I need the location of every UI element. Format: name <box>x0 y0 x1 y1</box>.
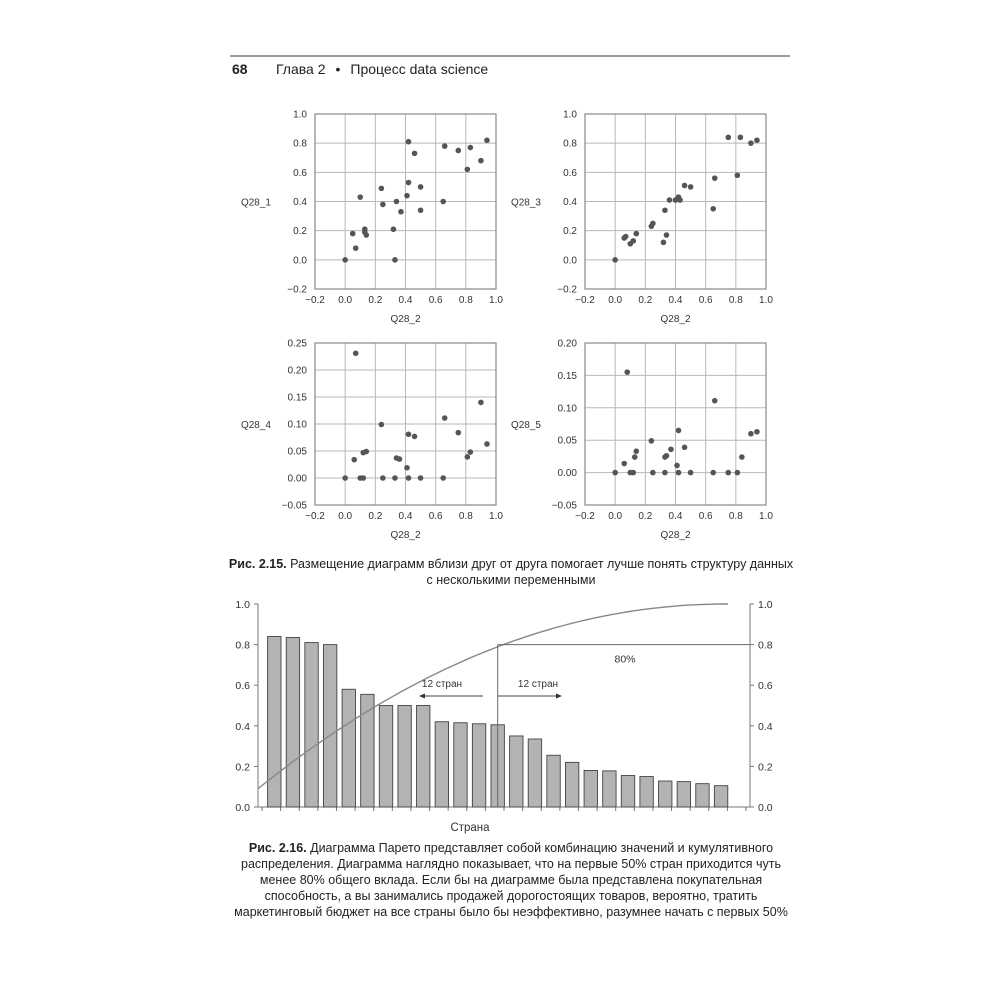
y-tick-label: 0.00 <box>287 473 307 485</box>
x-tick-label: −0.2 <box>305 511 325 522</box>
y-tick-label: −0.05 <box>281 500 307 512</box>
x-tick-label: 0.4 <box>668 295 683 306</box>
y-tick-label: 0.8 <box>293 138 307 150</box>
pareto-bar <box>379 706 392 808</box>
x-axis-label: Страна <box>450 822 490 834</box>
x-tick-label: 0.6 <box>428 295 443 306</box>
threshold-label: 80% <box>614 653 636 666</box>
pareto-bar <box>677 782 690 807</box>
pareto-bar <box>640 777 653 807</box>
y-tick-label: 0.6 <box>563 167 577 179</box>
right-y-tick-label: 0.8 <box>758 639 773 652</box>
y-axis-label: Q28_5 <box>510 420 541 431</box>
x-tick-label: 0.6 <box>428 511 443 522</box>
left-y-tick-label: 0.4 <box>235 720 250 733</box>
y-tick-label: −0.2 <box>557 284 577 296</box>
caption-label: Рис. 2.16. <box>248 841 307 855</box>
x-tick-label: 0.8 <box>728 511 743 522</box>
y-tick-label: 0.8 <box>563 138 577 150</box>
pareto-bar <box>472 724 485 807</box>
x-tick-label: 1.0 <box>759 511 773 522</box>
left-arrow-head <box>419 694 425 699</box>
right-arrow-head <box>556 694 562 699</box>
pareto-bar <box>286 637 299 807</box>
pareto-bar <box>696 784 709 807</box>
pareto-bar <box>603 771 616 807</box>
left-y-tick-label: 0.0 <box>235 802 250 814</box>
y-axis-label: Q28_4 <box>240 420 271 431</box>
x-tick-label: 0.6 <box>698 511 713 522</box>
x-tick-label: 0.4 <box>398 511 413 522</box>
y-tick-label: −0.05 <box>551 500 577 512</box>
y-tick-label: 0.10 <box>287 419 307 431</box>
y-tick-label: 0.4 <box>293 197 307 208</box>
y-tick-label: 0.00 <box>557 468 577 480</box>
pareto-bar <box>621 776 634 807</box>
x-tick-label: 0.0 <box>608 295 623 306</box>
caption-label: Рис. 2.15. <box>228 557 287 571</box>
y-tick-label: 0.20 <box>557 338 577 350</box>
x-tick-label: 0.0 <box>338 295 353 306</box>
y-tick-label: 1.0 <box>293 109 307 121</box>
x-axis-label: Q28_2 <box>660 530 691 541</box>
x-axis-label: Q28_2 <box>390 530 421 541</box>
y-tick-label: 0.15 <box>557 370 577 382</box>
left-arrow-label: 12 стран <box>421 679 463 690</box>
pareto-bar <box>714 786 727 807</box>
x-tick-label: −0.2 <box>575 295 595 306</box>
x-tick-label: 0.8 <box>458 295 473 306</box>
pareto-bar <box>417 706 430 808</box>
pareto-bar <box>323 645 336 807</box>
y-axis-label: Q28_3 <box>510 197 541 209</box>
pareto-bar <box>547 755 560 807</box>
right-y-tick-label: 0.4 <box>758 720 773 733</box>
x-tick-label: 1.0 <box>489 511 503 522</box>
y-tick-label: 0.2 <box>563 226 577 238</box>
pareto-bar <box>659 781 672 807</box>
right-y-tick-label: 0.0 <box>758 802 773 814</box>
header-bullet: • <box>335 61 341 77</box>
x-tick-label: 0.2 <box>368 295 383 306</box>
y-tick-label: −0.2 <box>287 284 307 296</box>
pareto-bar <box>565 762 578 807</box>
left-y-tick-label: 1.0 <box>235 599 250 611</box>
pareto-bar <box>528 739 541 807</box>
x-tick-label: 0.8 <box>458 511 473 522</box>
x-tick-label: 0.6 <box>698 295 713 306</box>
left-y-tick-label: 0.2 <box>235 761 250 774</box>
right-y-tick-label: 0.6 <box>758 680 773 693</box>
x-tick-label: 0.4 <box>398 295 413 306</box>
x-axis-label: Q28_2 <box>660 314 691 325</box>
x-tick-label: 0.2 <box>638 295 653 306</box>
right-y-tick-label: 0.2 <box>758 761 773 774</box>
y-tick-label: 0.05 <box>557 435 577 447</box>
pareto-bar <box>342 689 355 807</box>
y-tick-label: 0.25 <box>287 338 307 350</box>
y-tick-label: 0.15 <box>287 392 307 404</box>
x-tick-label: 0.2 <box>638 511 653 522</box>
left-y-tick-label: 0.6 <box>235 680 250 693</box>
x-tick-label: 0.8 <box>728 295 743 306</box>
x-tick-label: 1.0 <box>759 295 773 306</box>
y-tick-label: 0.10 <box>557 403 577 415</box>
x-tick-label: −0.2 <box>575 511 595 522</box>
y-tick-label: 0.6 <box>293 167 307 179</box>
right-y-tick-label: 1.0 <box>758 599 773 611</box>
chapter-title: Глава 2 <box>276 61 326 77</box>
caption-text: Размещение диаграмм вблизи друг от друга помогает лучше понять структуру данных с несколькими переменными <box>286 557 794 587</box>
y-tick-label: 0.0 <box>293 255 307 267</box>
pareto-bar <box>435 722 448 807</box>
y-tick-label: 0.4 <box>563 197 577 208</box>
pareto-bar <box>510 736 523 807</box>
figure-2-16-caption <box>228 840 794 920</box>
x-tick-label: −0.2 <box>305 295 325 306</box>
left-y-tick-label: 0.8 <box>235 639 250 652</box>
x-tick-label: 0.0 <box>338 511 353 522</box>
caption-text: Диаграмма Парето представляет собой комбинацию значений и кумулятивного распределения. Диаграмма наглядно показывает, что на первые 50% стран приходится чуть менее 80% общего вклада. Если бы на диаграмме была представлена покупательная способность, а вы занимались продажей дорогостоящих товаров, вероятно, тратить маркетинговый бюджет на все страны было бы неэффективно, разумнее начать с первых 50% <box>234 841 788 919</box>
page-number: 68 <box>232 61 248 77</box>
y-tick-label: 0.20 <box>287 365 307 377</box>
y-axis-label: Q28_1 <box>240 197 271 209</box>
y-tick-label: 0.05 <box>287 446 307 458</box>
pareto-bar <box>398 706 411 808</box>
pareto-bar <box>305 643 318 807</box>
x-axis-label: Q28_2 <box>390 314 421 325</box>
right-arrow-label: 12 стран <box>517 679 559 690</box>
pareto-bar <box>268 636 281 807</box>
x-tick-label: 0.2 <box>368 511 383 522</box>
section-title: Процесс data science <box>350 61 489 77</box>
x-tick-label: 1.0 <box>489 295 503 306</box>
pareto-bar <box>454 723 467 807</box>
y-tick-label: 0.0 <box>563 255 577 267</box>
y-tick-label: 0.2 <box>293 226 307 238</box>
x-tick-label: 0.0 <box>608 511 623 522</box>
x-tick-label: 0.4 <box>668 511 683 522</box>
pareto-bar <box>584 770 597 807</box>
y-tick-label: 1.0 <box>563 109 577 121</box>
